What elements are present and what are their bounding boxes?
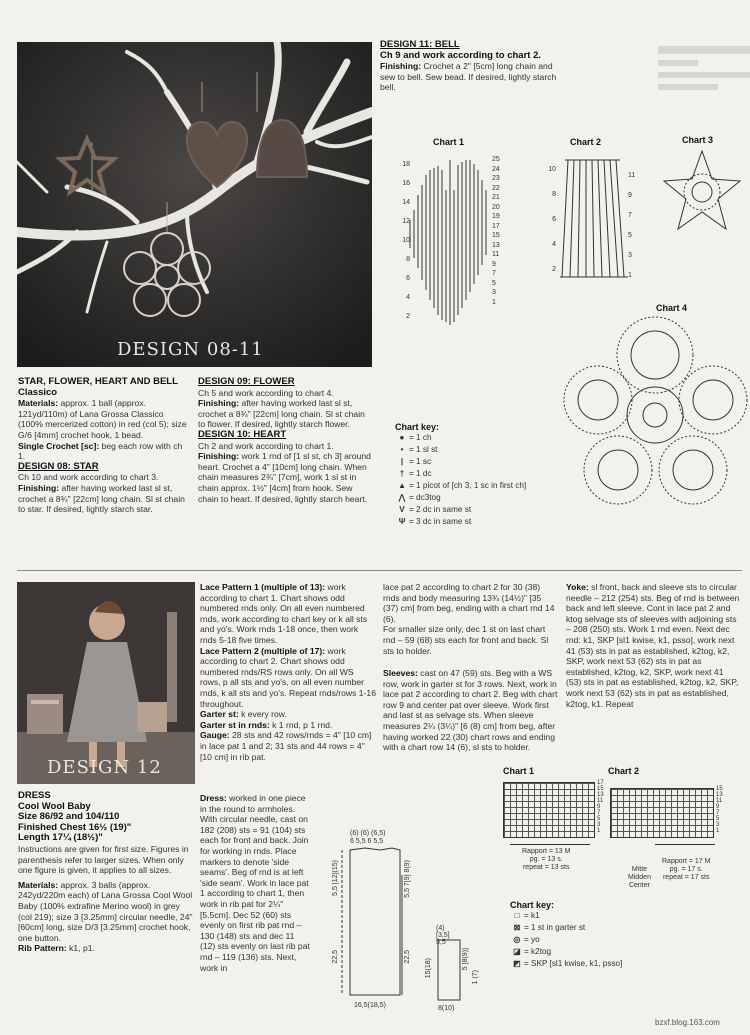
chart4-title: Chart 4 [656,303,688,313]
chart2-left-rows: 10 8 6 4 2 [548,166,556,273]
body-block [383,582,558,656]
flower-heart-block [198,377,374,504]
star-title: STAR, FLOWER, HEART AND BELL [18,376,178,387]
dress-length: Length 17¼ (18½)" [18,832,103,844]
schem-mid-upper: 5,5 7[9] 8(9) [404,860,411,898]
garter-text: k every row. [238,709,287,720]
chart2-bell [540,152,645,287]
dress-illustration [17,582,195,784]
bottom-chart2-grid [610,788,714,838]
design10-line: Ch 2 and work according to chart 1. [198,440,334,451]
schem-bottom1: 16,5(18,5) [354,1002,386,1009]
star-sc-label: Single Crochet [sc]: [18,440,100,451]
dress-block [18,791,194,954]
design08-finishing-label: Finishing: [18,482,60,493]
lp2-label: Lace Pattern 2 (multiple of 17): [200,645,326,656]
star-block [18,377,190,515]
key-sc: | = 1 sc [400,457,432,466]
yoke-block [566,582,741,709]
chart1-title: Chart 1 [433,137,465,147]
schem-bottom2: 8(10) [438,1005,455,1012]
schem-sleeve-left: 15(18) [425,958,432,979]
bottom-chart2-note: Rapport = 17 M pg. = 17 s. repeat = 17 sts [662,858,711,881]
rapport-bracket-2 [655,844,715,845]
dress-chest: Finished Chest 16½ (19)" [18,821,132,833]
design08-finishing: after having worked last sl st, crochet a 8¾" [22cm] long chain. Sl st chain to star. If desired, lightly starch star. [18,482,185,515]
ornaments-photo [17,42,372,367]
design08-line: Ch 10 and work according to chart 3. [18,472,159,483]
star-materials-label: Materials: [18,398,59,409]
chart3-title: Chart 3 [682,135,714,145]
gauge-text: 28 sts and 42 rows/rnds = 4" [10 cm] in lace pat 1 and 2; 31 sts and 44 rows = 4" [10 cm] in rib pat. [200,730,372,762]
sleeves-label: Sleeves: [383,668,418,678]
dress-intro: Instructions are given for first size. Figures in parenthesis refer to larger sizes. When only one figure is given, it applies to all sizes. [18,843,189,876]
chart3-stitches [660,147,745,237]
key-picot: ▲ = 1 picot of [ch 3, 1 sc in first ch] [397,481,527,490]
garter-label: Garter st: [200,709,239,720]
schem-sleeve-right: 5 [8(9)] [462,948,469,971]
rib-label: Rib Pattern: [18,943,67,954]
key-sl-st: • = 1 sl st [400,445,438,454]
key-yo: ◎ = yo [513,935,540,944]
chart2-title: Chart 2 [570,137,602,147]
chart-key-title: Chart key: [395,422,440,432]
bottom-chart1-note: Rapport = 13 M pg. = 13 s. repeat = 13 sts [522,848,571,871]
dress-instr-label: Dress: [200,793,227,803]
yoke-text: sl front, back and sleeve sts to circular needle – 212 (254) sts. Beg of rnd is between back and left sleeve. Cont in lace pat 2 and ktog selvage sts of sleeves with adjoining sts – 208 (250) sts. Work 1 rnd even. Next dec rnd: k1, SKP [sl1 kwise, k1, psso], work next 41 (53) sts in pat as established, k2tog, k2, SKP, work next 53 (62) sts in pat as established, k2tog, k2, SKP, work next 41 (53) sts in pat as established, k2tog, k2, SKP, work next 53 (62) sts in pat as established, k2tog, k1. Repeat [566,582,740,709]
bottom-chart1-title: Chart 1 [503,766,535,776]
section-divider [17,570,742,571]
yoke-label: Yoke: [566,582,589,592]
bottom-key-title: Chart key: [510,900,555,910]
design11-finishing-label: Finishing: [380,61,422,72]
chart1-heart [380,150,530,335]
dress-materials-label: Materials: [18,879,59,890]
dress-yarn: Cool Wool Baby [18,800,91,812]
design08-title: DESIGN 08: STAR [18,460,99,472]
schem-sleeve-right2: 1 (7) [472,970,479,985]
star-sc: beg each row with ch 1. [18,440,183,462]
dress-photo [17,582,195,784]
gauge-label: Gauge: [200,730,230,741]
design11-finishing: Crochet a 2" [5cm] long chain and sew to bell. Sew bead. If desired, lightly starch bell. [380,61,557,93]
chart-key-top [395,422,575,528]
lp2-text: work according to chart 2. Chart shows odd numbered rnds/RS rows only. On all WS rows, p all sts and yo's, on all even number rnds, k all sts and yo's. Repeat rnds/rows 1-16 throughout. [200,645,376,709]
key-k2tog: ◪ = k2tog [513,947,552,956]
chart2-right-rows: 11 9 7 5 3 1 [628,172,636,279]
rapport-bracket-1 [510,844,590,845]
dress-instructions [200,793,310,973]
key-garter: ⊠ = 1 st in garter st [513,923,586,932]
lace-block [200,582,376,762]
schematic-lines [320,830,500,1015]
design09-finishing-label: Finishing: [198,398,240,409]
design10-finishing: work 1 rnd of [1 sl st, ch 3] around heart. Crochet a 4" [10cm] long chain. When chain measures 2¾" [7cm], work 1 sl st in chain approx. 1½" [4cm] from hook. Sew chain to heart. If desired, lightly starch heart. [198,451,371,504]
key-k1: □ = k1 [514,911,540,920]
garter-rnds-text: k 1 rnd, p 1 rnd. [269,719,333,730]
lp1-label: Lace Pattern 1 (multiple of 13): [200,582,326,592]
key-3dc: Ψ = 3 dc in same st [398,517,472,526]
design11-line: Ch 9 and work according to chart 2. [380,49,542,61]
bottom-chart2-title: Chart 2 [608,766,640,776]
bottom-chart1-grid [503,782,595,838]
design09-title: DESIGN 09: FLOWER [198,376,295,387]
chart4-flower [563,315,748,515]
watermark: bzxf.blog.163.com [655,1018,720,1027]
chart3-star [660,147,745,237]
star-materials: approx. 1 ball (approx. 121yd/110m) of Lana Grossa Classico (100% mercerized cotton) in red (col 5); size G/6 [4mm] crochet hook, 1 bead. [18,398,187,440]
schem-top-labels: (6) (6) (6,5) [350,830,386,837]
key-ch: ● = 1 ch [399,433,432,442]
adjacent-page-edge [658,40,750,130]
dress-title: DRESS [18,790,51,801]
star-yarn: Classico [18,386,58,398]
sleeves-text: cast on 47 (59) sts. Beg with a WS row, work in garter st for 3 rows. Next, work in lace pat 2 according to chart 2. Beg with chart row 9 and center pat over sleeve. Work first and last st as selvage sts. When sleeve measures 2¼ (3¼)" [6 (8) cm] from beg, after having worked 22 (30) chart rows and ending with a chart row 14 (6), sl sts to holder. [383,668,558,753]
dress-size: Size 86/92 and 104/110 [18,811,120,823]
branch-illustration [17,42,372,367]
garter-rnds-label: Garter st in rnds: [200,719,270,730]
design10-finishing-label: Finishing: [198,451,240,462]
dress-materials: approx. 3 balls (approx. 242yd/220m each) of Lana Grossa Cool Wool Baby (100% extrafine Merino wool) in grey (col 219); size 3 [3.25mm] circular needle, 24" [60cm] long, size D/3 [3.25mm] crochet hook, one button. [18,879,193,943]
design10-title: DESIGN 10: HEART [198,428,287,440]
col3-p2: For smaller size only, dec 1 st on last chart rnd – 59 (68) sts each for front and back. Sl sts to holder. [383,624,549,656]
design09-finishing: after having worked last sl st, crochet a 8¾" [22cm] long chain. Sl st chain to flower. If desired, lightly starch flower. [198,398,365,430]
key-2dc: V = 2 dc in same st [399,505,472,514]
photo1-banner: DESIGN 08-11 [117,339,264,360]
chart1-left-rows: 18 16 14 12 10 8 6 4 2 [402,161,410,320]
chart4-stitches [563,315,748,515]
schem-mid-lower: 22,5 [404,950,411,964]
schem-top-labels2: 6 5,5 6 5,5 [350,838,384,845]
schem-sleeve-top: (4) [3,5] 5,5 [436,925,450,946]
chart-key-bottom [510,900,690,970]
key-dc: † = 1 dc [399,469,432,478]
bottom-chart2-rows: 15 13 11 9 7 5 3 1 [716,786,723,834]
design11-block [380,40,560,93]
design11-title: DESIGN 11: BELL [380,39,460,50]
key-dc3tog: ⋀ = dc3tog [398,493,441,502]
center-note: Mitte Midden Center [628,866,651,889]
photo2-banner: DESIGN 12 [47,757,162,778]
schem-left-lower: 22,5 [332,950,339,964]
dress-instr-text: worked in one piece in the round to armholes. With circular needle, cast on 182 (208) sts = 91 (104) sts each for front and back. Join for working in rnds. Place markers to denote 'side seams'. Beg of rnd is at left 'side seam'. Work in lace pat 1 according to chart 1, then work in rib pat for 2¼" [5.5cm]. Dec 52 (60) sts evenly on first rib pat rnd – 130 (148) sts and dec 11 (12) sts evenly on last rib pat rnd – 119 (136) sts. Next, work in [200,793,310,973]
chart1-right-rows: 25 24 23 22 21 20 19 17 15 13 11 9 7 5 3 1 [492,156,500,306]
schem-left-upper: 5,5 [12](15) [332,860,339,896]
design09-line: Ch 5 and work according to chart 4. [198,387,334,398]
key-skp: ◩ = SKP [sl1 kwise, k1, psso] [513,959,623,968]
dress-schematic [320,830,500,1015]
bottom-chart1-rows: 17 15 13 11 9 7 5 3 1 [597,780,604,834]
rib-pattern: k1, p1. [66,943,95,954]
sleeves-block [383,668,558,753]
col3-p1: lace pat 2 according to chart 2 for 30 (38) rnds and body measuring 13¾ (14½)" [35 (37) cm] from beg, ending with a chart rnd 14 (6). [383,582,555,624]
lp1-text: work according to chart 1. Chart shows odd numbered rnds only. On all even numbered rnds, work according to chart key or k all sts and yo's. Work rnds 1-18 once, then work rnds 5-18 five times. [200,582,368,645]
